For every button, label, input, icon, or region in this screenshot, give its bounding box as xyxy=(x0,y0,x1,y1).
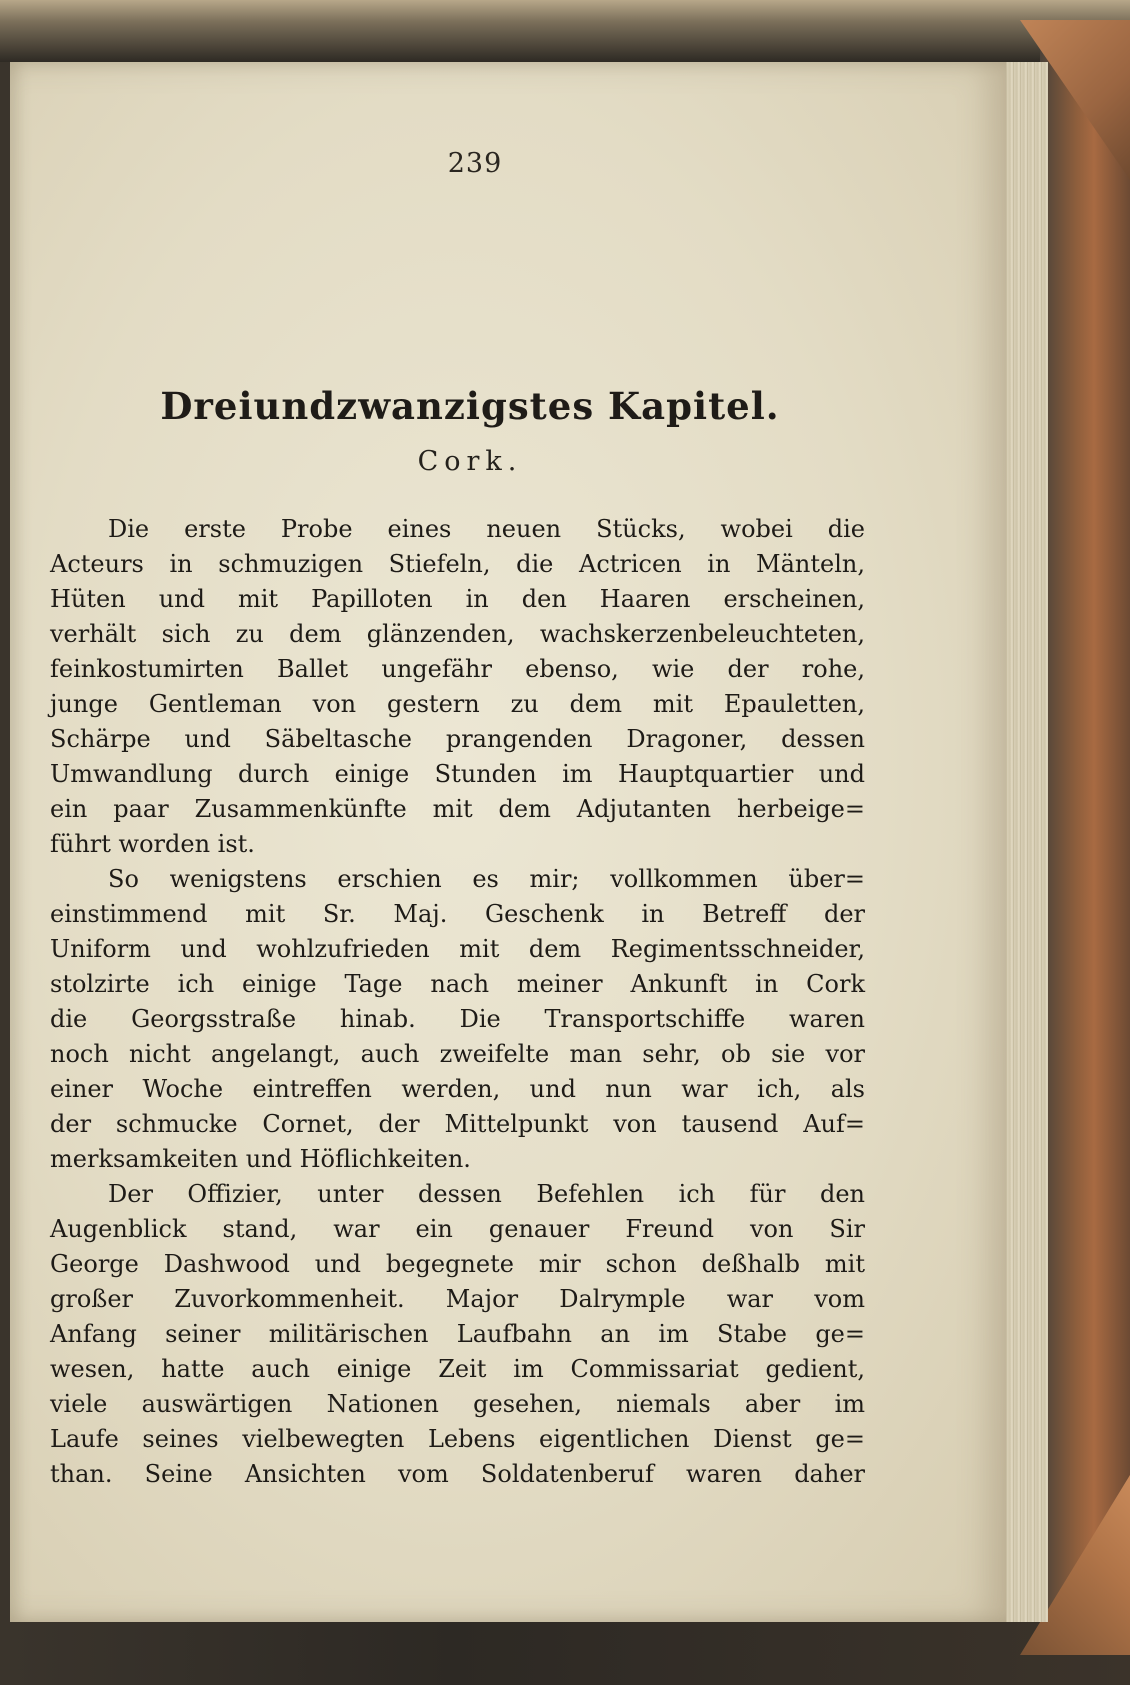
page-number: 239 xyxy=(447,148,503,179)
text-line: Hüten und mit Papilloten in den Haaren erscheinen, xyxy=(50,585,865,613)
paragraph xyxy=(50,512,865,862)
text-line: führt worden ist. xyxy=(50,830,255,858)
paragraph xyxy=(50,1177,865,1492)
text-line: Die erste Probe eines neuen Stücks, wobei die xyxy=(108,515,865,543)
text-line: Umwandlung durch einige Stunden im Hauptquartier und xyxy=(50,760,865,788)
chapter-title: Dreiundzwanzigstes Kapitel. xyxy=(160,384,780,428)
cover-top-edge xyxy=(0,0,1130,62)
text-line: feinkostumirten Ballet ungefähr ebenso, wie der rohe, xyxy=(50,655,865,683)
text-line: der schmucke Cornet, der Mittelpunkt von tausend Auf= xyxy=(50,1110,865,1138)
text-line: Uniform und wohlzufrieden mit dem Regimentsschneider, xyxy=(50,935,865,963)
text-line: einer Woche eintreffen werden, und nun war ich, als xyxy=(50,1075,865,1103)
text-line: noch nicht angelangt, auch zweifelte man sehr, ob sie vor xyxy=(50,1040,865,1068)
text-line: Augenblick stand, war ein genauer Freund von Sir xyxy=(50,1215,865,1243)
text-line: wesen, hatte auch einige Zeit im Commissariat gedient, xyxy=(50,1355,865,1383)
text-line: großer Zuvorkommenheit. Major Dalrymple war vom xyxy=(50,1285,865,1313)
text-line: stolzirte ich einige Tage nach meiner Ankunft in Cork xyxy=(50,970,865,998)
body-text xyxy=(50,512,865,1492)
text-line: Der Offizier, unter dessen Befehlen ich für den xyxy=(108,1180,865,1208)
text-line: Anfang seiner militärischen Laufbahn an im Stabe ge= xyxy=(50,1320,865,1348)
paragraph xyxy=(50,862,865,1177)
text-line: Acteurs in schmuzigen Stiefeln, die Actricen in Mänteln, xyxy=(50,550,865,578)
text-line: die Georgsstraße hinab. Die Transportschiffe waren xyxy=(50,1005,865,1033)
book-page xyxy=(10,62,1006,1622)
text-line: viele auswärtigen Nationen gesehen, niemals aber im xyxy=(50,1390,865,1418)
page-edges xyxy=(1000,62,1048,1622)
text-line: Schärpe und Säbeltasche prangenden Dragoner, dessen xyxy=(50,725,865,753)
text-line: ein paar Zusammenkünfte mit dem Adjutanten herbeige= xyxy=(50,795,865,823)
text-line: Laufe seines vielbewegten Lebens eigentlichen Dienst ge= xyxy=(50,1425,865,1453)
cover-spine-edge xyxy=(1040,20,1130,1640)
text-line: George Dashwood und begegnete mir schon deßhalb mit xyxy=(50,1250,865,1278)
text-line: merksamkeiten und Höflichkeiten. xyxy=(50,1145,471,1173)
chapter-subtitle: Cork. xyxy=(417,446,523,477)
text-line: So wenigstens erschien es mir; vollkommen über= xyxy=(108,865,865,893)
text-line: junge Gentleman von gestern zu dem mit Epauletten, xyxy=(50,690,865,718)
text-line: verhält sich zu dem glänzenden, wachskerzenbeleuchteten, xyxy=(50,620,865,648)
text-line: einstimmend mit Sr. Maj. Geschenk in Betreff der xyxy=(50,900,865,928)
text-line: than. Seine Ansichten vom Soldatenberuf waren daher xyxy=(50,1460,865,1488)
